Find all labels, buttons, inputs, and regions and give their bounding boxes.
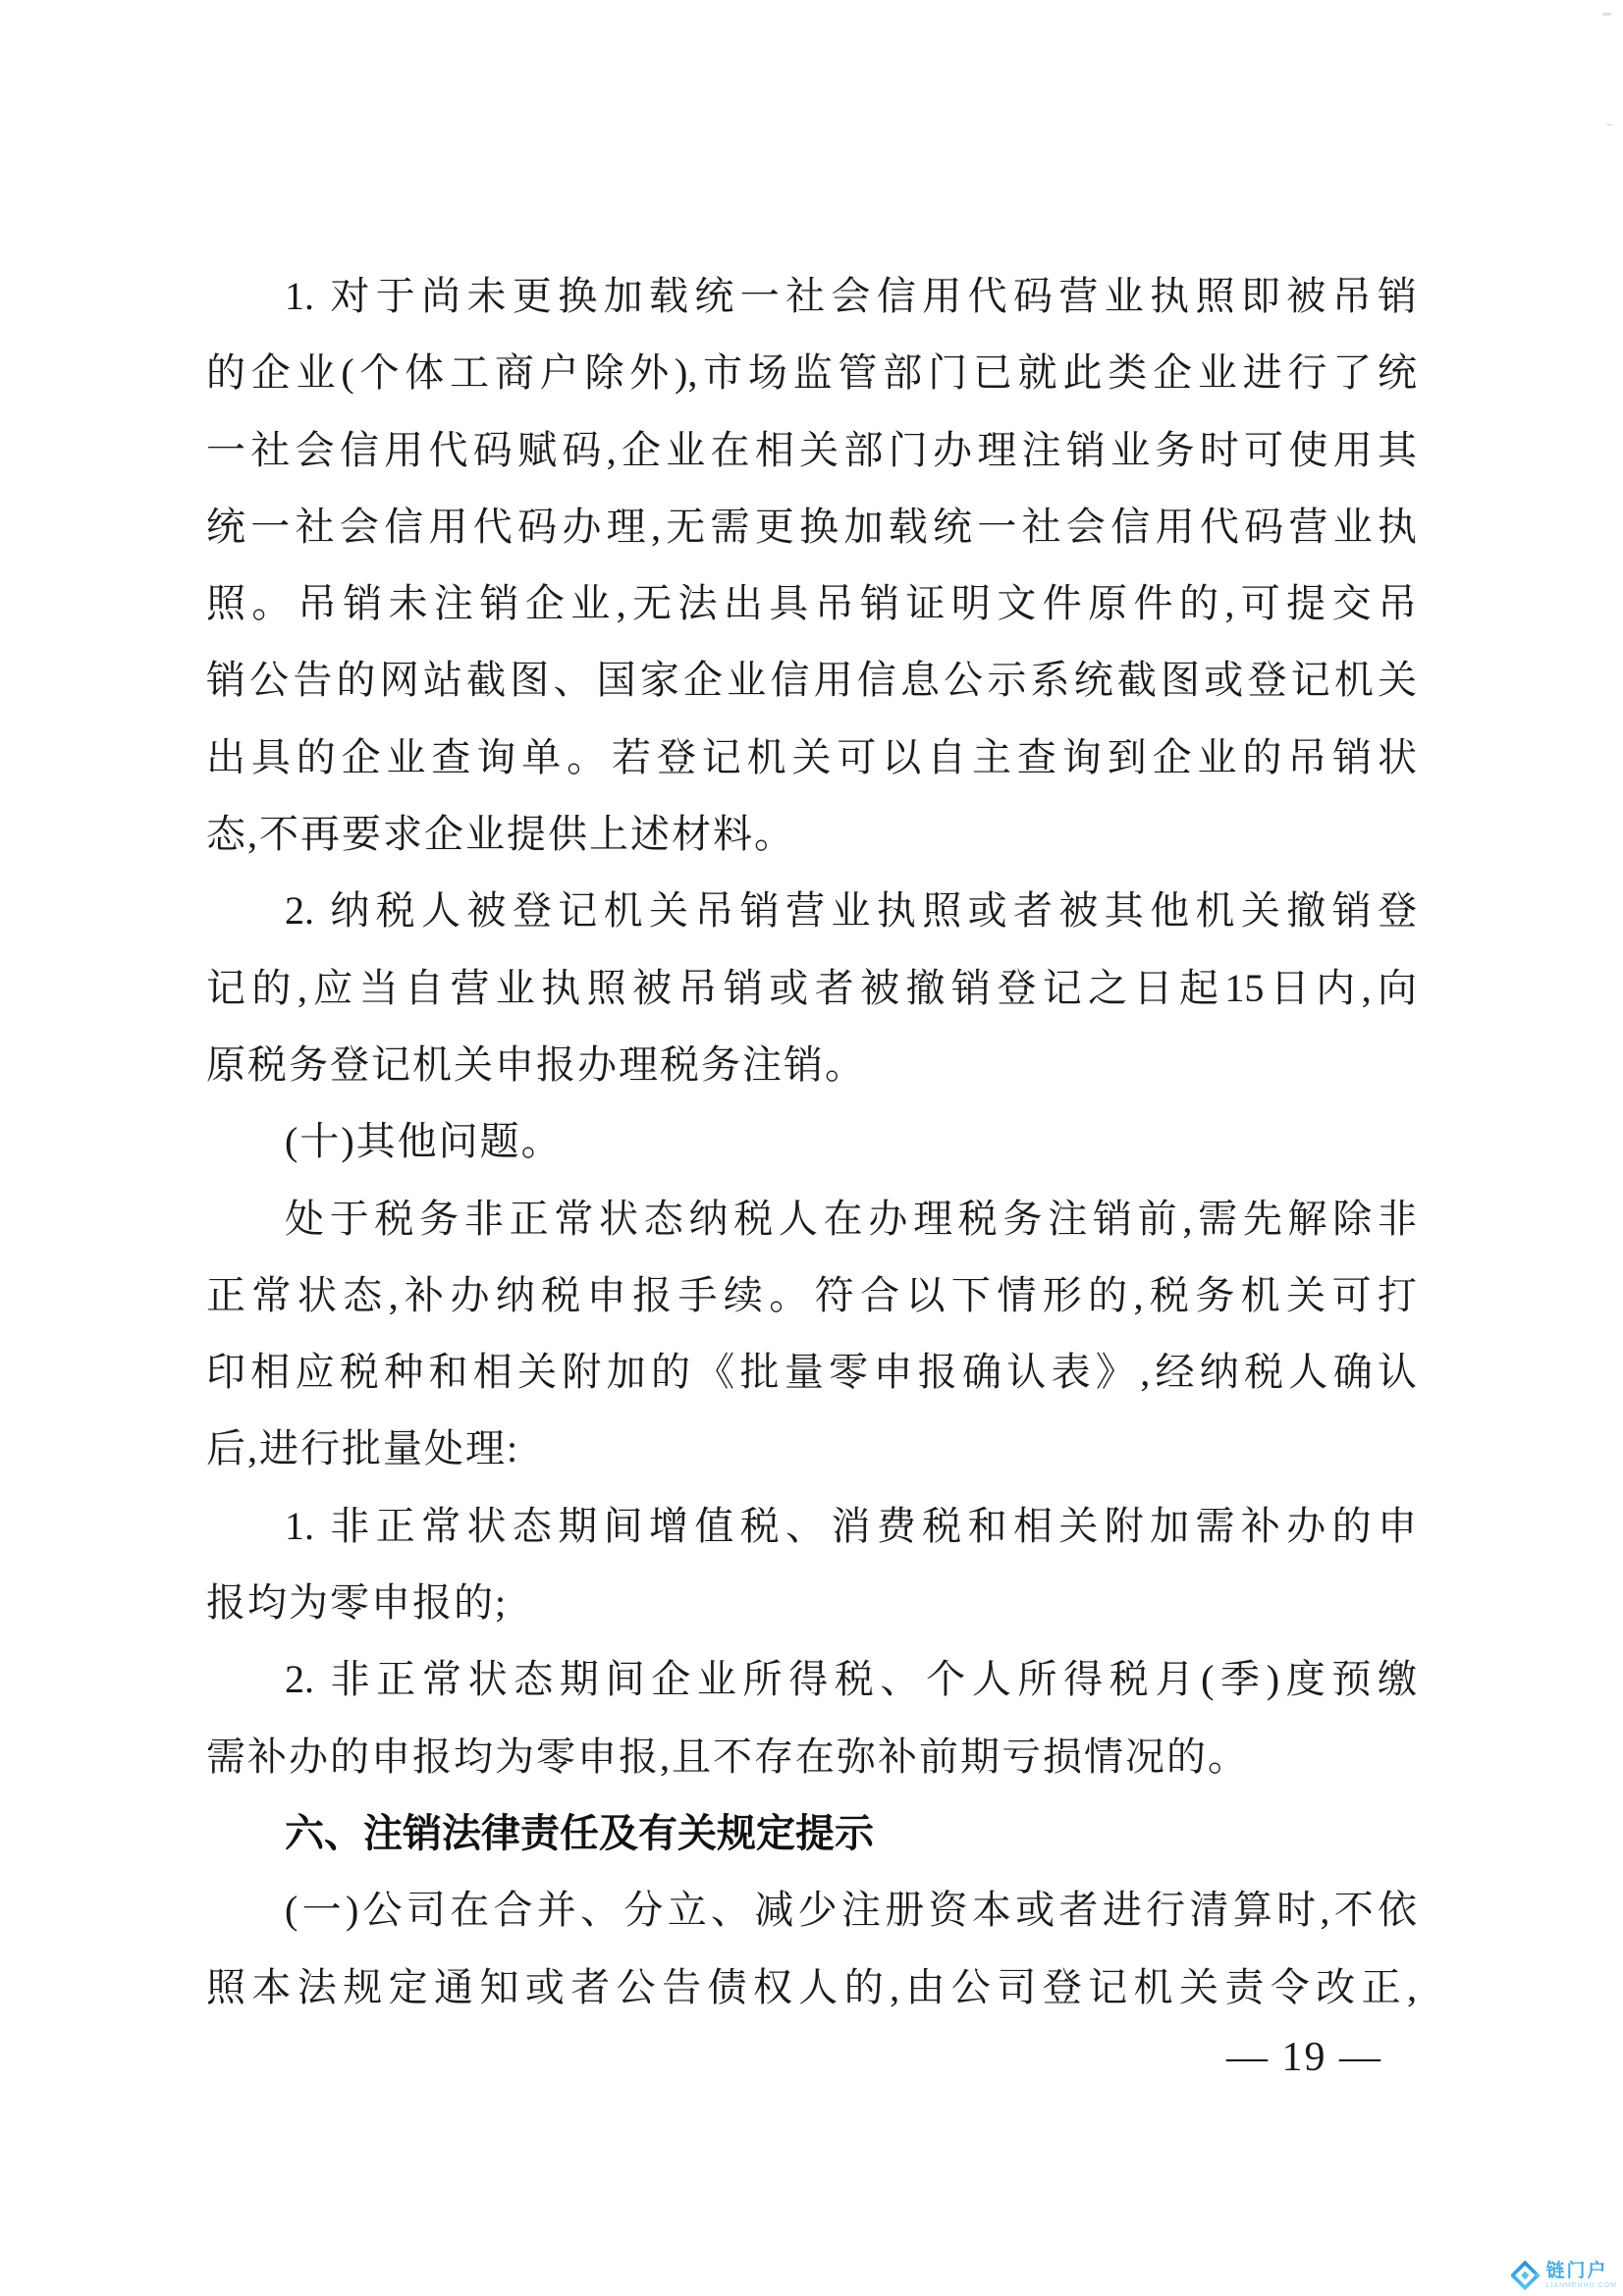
text-line: 记的,应当自营业执照被吊销或者被撤销登记之日起15日内,向 (206, 965, 1417, 1010)
text-line: 一社会信用代码赋码,企业在相关部门办理注销业务时可使用其 (206, 427, 1417, 472)
text-line: 1. 对于尚未更换加载统一社会信用代码营业执照即被吊销 (285, 274, 1417, 318)
text-line: (一)公司在合并、分立、减少注册资本或者进行清算时,不依 (285, 1888, 1417, 1933)
text-line: 销公告的网站截图、国家企业信用信息公示系统截图或登记机关 (206, 658, 1417, 703)
text-line: 处于税务非正常状态纳税人在办理税务注销前,需先解除非 (285, 1196, 1417, 1241)
text-line: 态,不再要求企业提供上述材料。 (206, 812, 795, 857)
text-line: 照本法规定通知或者公告债权人的,由公司登记机关责令改正, (206, 1964, 1417, 2009)
text-line: 统一社会信用代码办理,无需更换加载统一社会信用代码营业执 (206, 504, 1417, 549)
text-line: 原税务登记机关申报办理税务注销。 (206, 1041, 866, 1087)
text-line: 后,进行批量处理: (206, 1426, 520, 1471)
page-number: — 19 — (1226, 2035, 1382, 2080)
text-line: 2. 非正常状态期间企业所得税、个人所得税月(季)度预缴 (285, 1657, 1417, 1702)
watermark-text (1545, 2262, 1617, 2289)
watermark (1511, 2261, 1617, 2290)
body-text (206, 258, 1417, 2026)
text-line: 1. 非正常状态期间增值税、消费税和相关附加需补办的申 (285, 1503, 1417, 1548)
scan-artifact (1606, 124, 1613, 126)
text-line: 照。吊销未注销企业,无法出具吊销证明文件原件的,可提交吊 (206, 581, 1417, 626)
text-line: 印相应税种和相关附加的《批量零申报确认表》,经纳税人确认 (206, 1350, 1417, 1395)
text-line: 报均为零申报的; (206, 1580, 509, 1626)
text-line: 正常状态,补办纳税申报手续。符合以下情形的,税务机关可打 (206, 1272, 1417, 1317)
watermark-brand: 链门户 (1545, 2261, 1608, 2281)
text-line: (十)其他问题。 (285, 1119, 563, 1164)
lianmenhu-logo-icon (1511, 2261, 1541, 2290)
text-line: 需补办的申报均为零申报,且不存在弥补前期亏损情况的。 (206, 1734, 1249, 1779)
text-line: 2. 纳税人被登记机关吊销营业执照或者被其他机关撤销登 (285, 888, 1417, 934)
watermark-domain: LIANMENHU.COM (1545, 2282, 1617, 2289)
scan-artifact (1602, 13, 1611, 16)
text-line: 的企业(个体工商户除外),市场监管部门已就此类企业进行了统 (206, 350, 1417, 396)
section-heading: 六、注销法律责任及有关规定提示 (285, 1811, 874, 1855)
text-line: 出具的企业查询单。若登记机关可以自主查询到企业的吊销状 (206, 734, 1417, 779)
